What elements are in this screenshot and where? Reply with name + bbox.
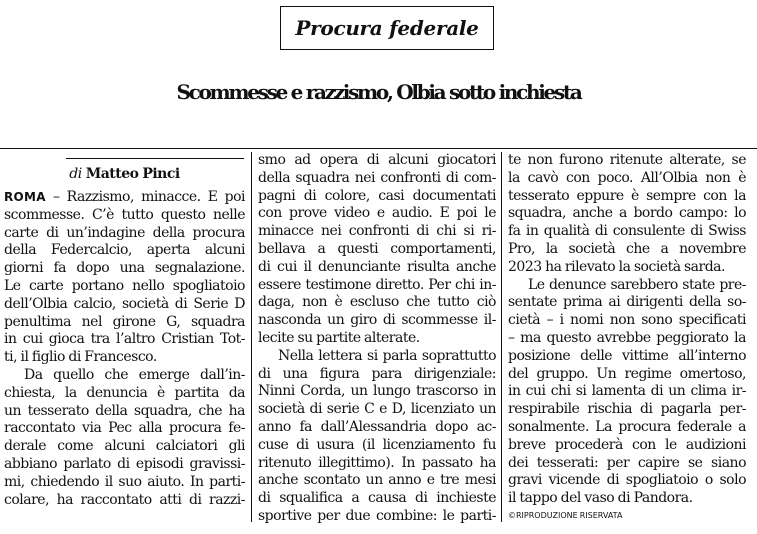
text-line: sentate prima ai dirigenti della so- bbox=[508, 294, 746, 311]
text-line: Da quello che emerge dall’in- bbox=[24, 366, 245, 383]
text-line: nasconda un giro di scommesse il- bbox=[258, 312, 496, 329]
text-line: sportive per due combine: le parti- bbox=[258, 507, 496, 524]
text-line: fa in qualità di consulente di Swiss bbox=[508, 223, 746, 240]
text-line: anno fa dall’Alessandria dopo ac- bbox=[258, 418, 496, 435]
text-line: – ma questo avrebbe peggiorato la bbox=[508, 329, 746, 346]
text-line: bellava a questi comportamenti, bbox=[258, 240, 496, 257]
text-line: tesserato eppure è sempre con la bbox=[508, 187, 746, 204]
text-line: respirabile rischia di pagarla per- bbox=[508, 401, 746, 418]
headline: Scommesse e razzismo, Olbia sotto inchiesta bbox=[176, 80, 581, 104]
column-divider bbox=[501, 152, 502, 522]
text-line: gravi vicende di spogliatoio o solo bbox=[508, 472, 746, 489]
text-line: Pro, la società che a novembre bbox=[508, 240, 746, 257]
text-line: del gruppo. Un regime omertoso, bbox=[508, 365, 746, 382]
text-line: anche scontato un anno e tre mesi bbox=[258, 472, 496, 489]
text-line: squadra, anche a bordo campo: lo bbox=[508, 205, 746, 222]
text-line: la cavò con poco. All’Olbia non è bbox=[508, 169, 746, 186]
column-divider bbox=[251, 152, 252, 522]
text-line: della Federcalcio, aperta alcuni bbox=[4, 242, 245, 259]
text-line: con prove video e audio. E poi le bbox=[258, 205, 496, 222]
text-line: 2023 ha rilevato la società sarda. bbox=[508, 258, 725, 275]
text-line: raccontato via Pec alla procura fe- bbox=[4, 420, 245, 437]
text-line: essere testimone diretto. Per chi in- bbox=[258, 276, 496, 293]
text-line: ti, il figlio di Francesco. bbox=[4, 349, 157, 366]
text-line: minacce nei confronti di chi si ri- bbox=[258, 223, 496, 240]
text-line: carte di un’indagine della procura bbox=[4, 224, 245, 241]
text-line: giorni fa dopo una segnalazione. bbox=[4, 260, 245, 277]
headline-rule bbox=[0, 148, 757, 149]
text-line: penultima nel girone G, squadra bbox=[4, 313, 245, 330]
text-line: te non furono ritenute alterate, se bbox=[508, 152, 746, 168]
text-line: dei tesserati: per capire se siano bbox=[508, 454, 746, 471]
text-line: daga, non è escluso che tutto ciò bbox=[258, 294, 496, 311]
text-line: lecite su partite alterate. bbox=[258, 329, 420, 346]
text-line: ritenuto illegittimo). In passato ha bbox=[258, 454, 496, 471]
text-line: di cui il denunciante risulta anche bbox=[258, 258, 496, 275]
text-line: della squadra nei confronti di com- bbox=[258, 169, 496, 186]
text-line: chiesta, la denuncia è partita da bbox=[4, 384, 245, 401]
text-line: in cui chi si lamenta di un clima ir- bbox=[508, 383, 746, 400]
text-line: smo ad opera di alcuni giocatori bbox=[258, 152, 496, 168]
text-line: Ninni Corda, un lungo trascorso in bbox=[258, 383, 496, 400]
text-line: scommesse. C’è tutto questo nelle bbox=[4, 206, 245, 223]
article-column-2 bbox=[258, 152, 496, 526]
text-line: cietà – i nomi non sono specificati bbox=[508, 312, 746, 329]
text-line: colare, ha raccontato atti di razzi- bbox=[4, 491, 245, 508]
text-line: breve procederà con le audizioni bbox=[508, 436, 746, 453]
text-line: posizione delle vittime all’interno bbox=[508, 347, 746, 364]
text-line: Nella lettera si parla soprattutto bbox=[278, 347, 496, 364]
dateline: ROMA bbox=[4, 190, 46, 204]
text-line: dell’Olbia calcio, società di Serie D bbox=[4, 295, 245, 312]
text-line: ROMA – Razzismo, minacce. E poi bbox=[4, 189, 245, 205]
text-line: sonalmente. La procura federale a bbox=[508, 418, 746, 435]
text-line: un tesserato della squadra, che ha bbox=[4, 402, 245, 419]
article-column-3 bbox=[508, 152, 746, 522]
article-column-1 bbox=[4, 152, 245, 509]
copyright-notice: ©RIPRODUZIONE RISERVATA bbox=[508, 510, 623, 520]
text-line: di squalifica a causa di inchieste bbox=[258, 490, 496, 507]
byline-prefix: di bbox=[69, 166, 82, 183]
text-line: mi, chiedendo il suo aiuto. In parti- bbox=[4, 473, 245, 490]
text-line: il tappo del vaso di Pandora. bbox=[508, 490, 693, 507]
text-line: di una figura para dirigenziale: bbox=[258, 365, 496, 382]
text-line: società di serie C e D, licenziato un bbox=[258, 401, 496, 418]
text-line: Le carte portano nello spogliatoio bbox=[4, 277, 245, 294]
text-line: pagni di colore, casi documentati bbox=[258, 187, 496, 204]
text-line: abbiano parlato di episodi gravissi- bbox=[4, 455, 245, 472]
text-line: Le denunce sarebbero state pre- bbox=[528, 276, 746, 293]
byline-author: Matteo Pinci bbox=[85, 166, 180, 183]
section-kicker: Procura federale bbox=[280, 6, 494, 50]
text-line: cuse di usura (il licenziamento fu bbox=[258, 436, 496, 453]
text-line: in cui gioca tra l’altro Cristian Tot- bbox=[4, 331, 245, 348]
text-line: derale come alcuni calciatori gli bbox=[4, 438, 245, 455]
byline bbox=[4, 152, 245, 184]
